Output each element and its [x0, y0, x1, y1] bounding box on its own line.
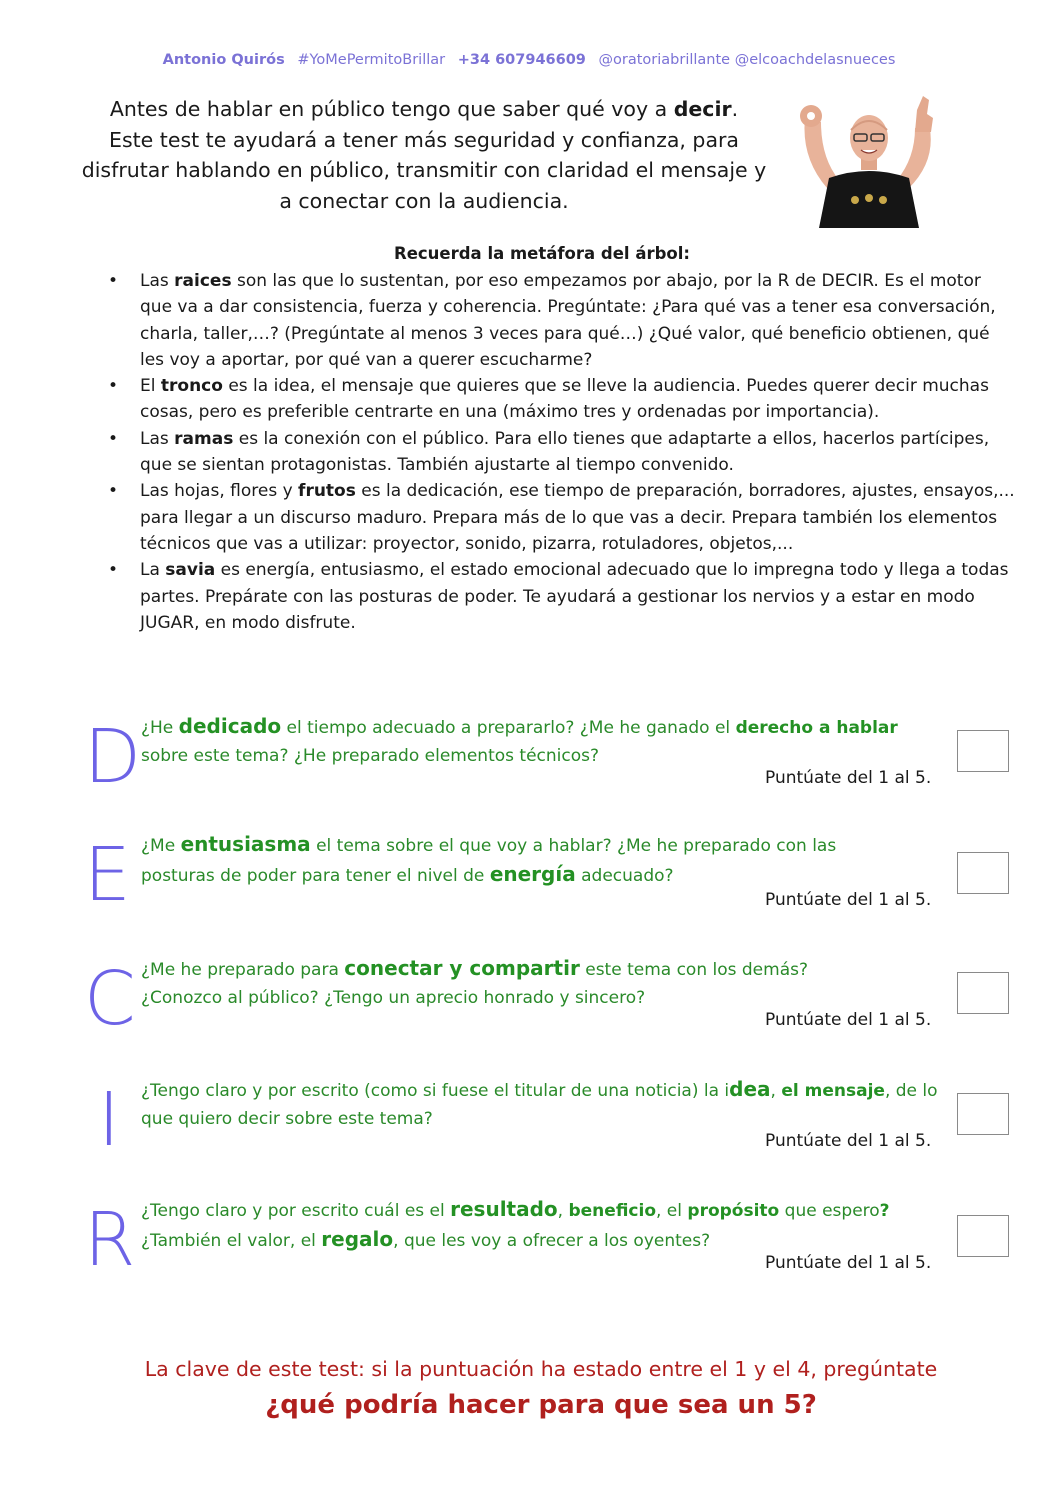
list-item — [104, 478, 1016, 557]
intro-paragraph — [74, 94, 774, 216]
item-text: El — [140, 376, 161, 397]
list-item — [104, 426, 1016, 479]
question-c: ¿Me he preparado para conectar y compartir este tema con los demás? ¿Conozco al público? ¿Tengo un aprecio honrado y sincero? — [141, 956, 808, 1008]
decir-block-c — [0, 954, 1058, 1064]
list-item — [104, 557, 1016, 636]
hashtag: #YoMePermitoBrillar — [297, 52, 446, 68]
item-keyword: tronco — [160, 376, 223, 397]
score-input-e[interactable] — [957, 852, 1009, 894]
item-text: es energía, entusiasmo, el estado emocional adecuado que lo impregna todo y llega a todas partes. Prepárate con las posturas de poder. Te ayudará a gestionar los nervios y a estar en modo JUGAR, en modo disfrute. — [140, 560, 1009, 633]
score-label: Puntúate del 1 al 5. — [765, 768, 932, 788]
author-name: Antonio Quirós — [162, 52, 285, 68]
score-label: Puntúate del 1 al 5. — [765, 1253, 932, 1273]
decir-block-i — [0, 1075, 1058, 1185]
intro-line1: Antes de hablar en público tengo que saber qué voy a — [109, 97, 674, 121]
question-i: ¿Tengo claro y por escrito (como si fuese el titular de una noticia) la idea, el mensaje, de lo que quiero decir sobre este tema? — [141, 1077, 938, 1129]
item-keyword: raices — [174, 271, 232, 291]
item-keyword: ramas — [174, 428, 234, 449]
item-keyword: savia — [165, 560, 216, 581]
score-input-i[interactable] — [957, 1093, 1009, 1135]
question-d: ¿He dedicado el tiempo adecuado a prepararlo? ¿Me he ganado el derecho a hablar sobre este tema? ¿He preparado elementos técnicos? — [141, 714, 898, 766]
item-text: Las hojas, flores y — [140, 481, 299, 502]
letter-r: R — [84, 1197, 136, 1283]
item-text: La — [140, 560, 166, 581]
decir-block-e — [0, 830, 1058, 940]
item-text: Las — [140, 428, 175, 449]
item-text: es la conexión con el público. Para ello tienes que adaptarte a ellos, hacerlos partícipes, que se sientan protagonistas. También ajustarte al tiempo convenido. — [140, 428, 990, 476]
list-item — [104, 268, 1016, 373]
score-input-r[interactable] — [957, 1215, 1009, 1257]
letter-c: C — [84, 956, 136, 1042]
social-handles: @oratoriabrillante @elcoachdelasnueces — [598, 52, 896, 68]
question-r: ¿Tengo claro y por escrito cuál es el resultado, beneficio, el propósito que espero? ¿También el valor, el regalo, que les voy a ofrecer a los oyentes? — [141, 1197, 890, 1251]
score-input-c[interactable] — [957, 972, 1009, 1014]
letter-e: E — [84, 832, 131, 918]
phone-number: +34 607946609 — [457, 52, 586, 68]
letter-i: I — [98, 1077, 120, 1163]
intro-keyword: decir — [673, 97, 732, 121]
item-text: son las que lo sustentan, por eso empezamos por abajo, por la R de DECIR. Es el motor que va a dar consistencia, fuerza y coherencia. Pregúntate: ¿Para qué vas a tener esa conversación, charla, taller,…? (Pregúntate al menos 3 veces para qué…) ¿Qué valor, qué beneficio obtienen, qué les voy a aportar, por qué van a querer escucharme? — [140, 271, 996, 370]
item-text: es la dedicación, ese tiempo de preparación, borradores, ajustes, ensayos,... para llegar a un discurso maduro. Prepara más de lo que vas a decir. Prepara también los elementos técnicos que vas a utilizar: proyector, sonido, pizarra, rotuladores, objetos,... — [140, 481, 1015, 554]
item-text: Las — [140, 271, 175, 291]
footer-question: ¿qué podría hacer para que sea un 5? — [265, 1390, 817, 1420]
list-item — [104, 373, 1016, 426]
footer-key-text: La clave de este test: si la puntuación ha estado entre el 1 y el 4, pregúntate — [144, 1357, 938, 1381]
item-keyword: frutos — [298, 481, 356, 502]
question-e: ¿Me entusiasma el tema sobre el que voy a hablar? ¿Me he preparado con las posturas de poder para tener el nivel de energía adecuado? — [141, 832, 837, 886]
letter-d: D — [84, 714, 141, 800]
score-label: Puntúate del 1 al 5. — [765, 890, 932, 910]
score-input-d[interactable] — [957, 730, 1009, 772]
decir-block-r — [0, 1195, 1058, 1305]
contact-header — [0, 52, 1058, 68]
tree-metaphor-title: Recuerda la metáfora del árbol: — [394, 244, 690, 263]
person-thumbs-up-photo — [777, 88, 961, 228]
item-text: es la idea, el mensaje que quieres que se lleve la audiencia. Puedes querer decir muchas cosas, pero es preferible centrarte en una (máximo tres y ordenadas por importancia). — [140, 376, 989, 423]
score-label: Puntúate del 1 al 5. — [765, 1010, 932, 1030]
tree-metaphor-list — [104, 268, 1016, 636]
score-label: Puntúate del 1 al 5. — [765, 1131, 932, 1151]
intro-rest: Este test te ayudará a tener más seguridad y confianza, para disfrutar hablando en público, transmitir con claridad el mensaje y a conectar con la audiencia. — [81, 127, 767, 213]
intro-period: . — [731, 97, 739, 121]
decir-block-d — [0, 712, 1058, 822]
